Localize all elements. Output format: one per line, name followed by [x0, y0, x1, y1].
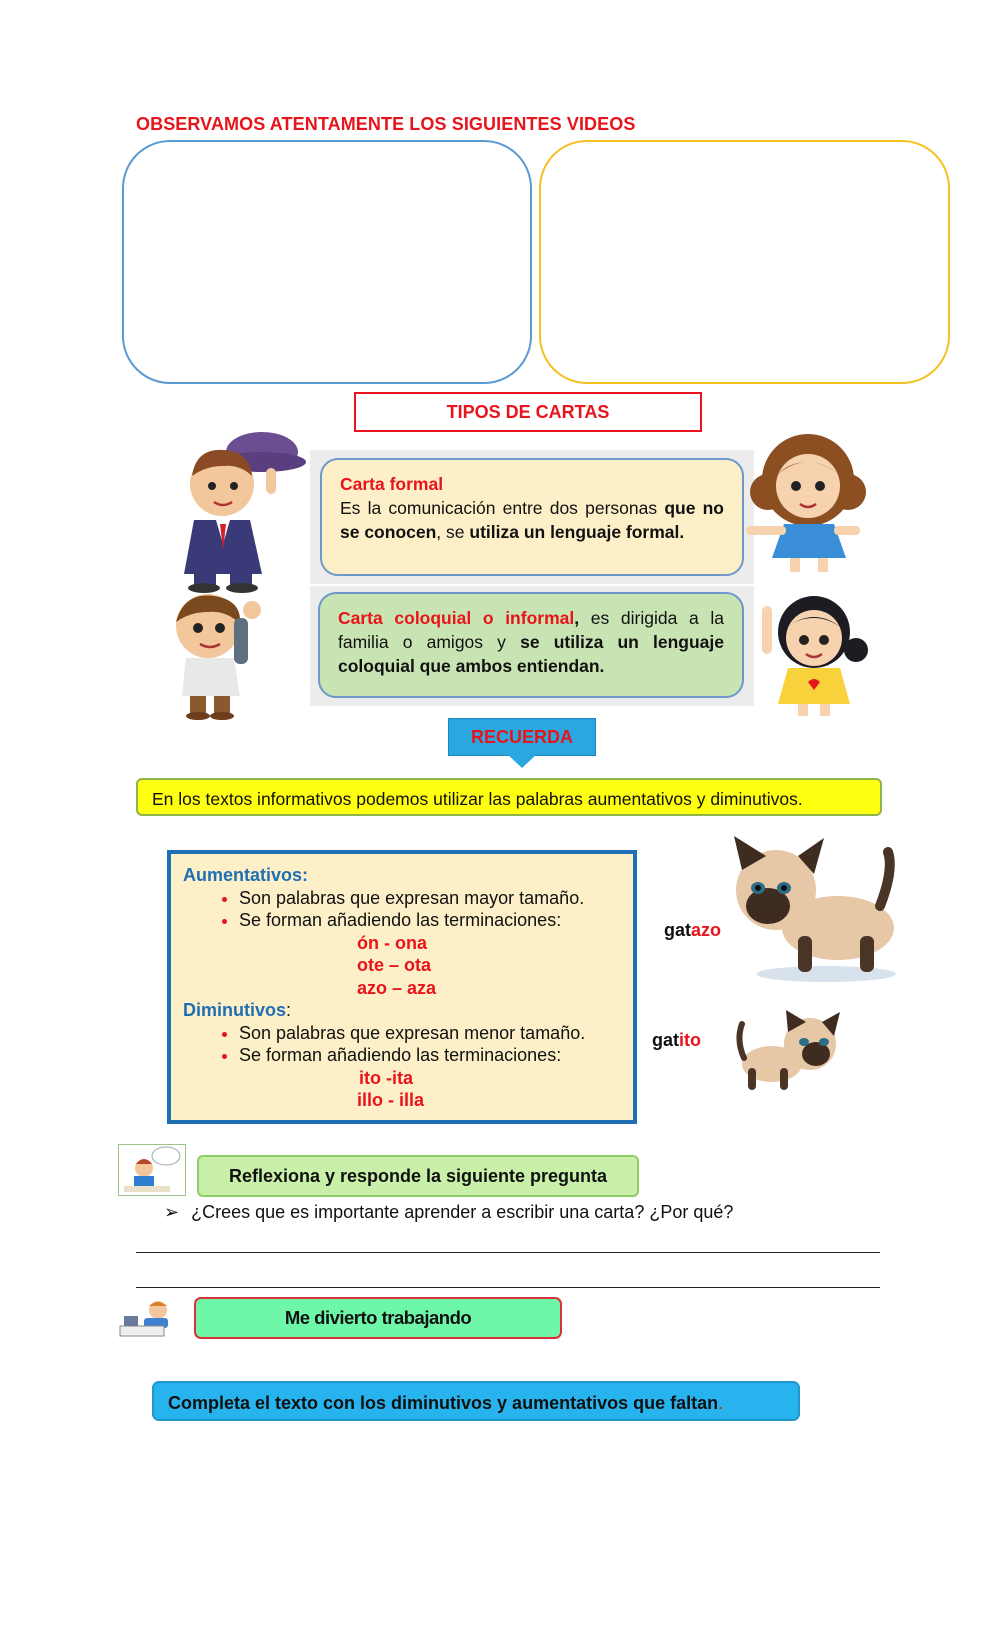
answer-line[interactable] — [136, 1287, 880, 1288]
diminutivos-item: • Se forman añadiendo las terminaciones: — [239, 1044, 621, 1067]
gatito-root: gat — [652, 1030, 679, 1050]
boy-with-hat-illustration — [150, 424, 310, 594]
carta-coloquial-text-1: es dirigida a la familia o amigos y — [338, 608, 724, 652]
carta-formal-heading: Carta formal — [340, 474, 444, 494]
aumentativos-item: • Son palabras que expresan mayor tamaño. — [239, 887, 621, 910]
carta-coloquial-heading: Carta coloquial o informal — [338, 608, 575, 628]
aumentativos-ending: ón - ona — [357, 932, 427, 953]
aumentativos-colon: : — [302, 865, 309, 885]
answer-line[interactable] — [136, 1252, 880, 1253]
completa-text: Completa el texto con los diminutivos y aumentativos que faltan — [168, 1393, 719, 1413]
carta-formal-card — [320, 458, 744, 576]
video-frame-1[interactable] — [122, 140, 532, 384]
diminutivos-colon: : — [286, 1000, 292, 1020]
arrow-bullet-icon: ➢ — [164, 1202, 180, 1222]
aumentativos-ending: ote – ota — [357, 955, 432, 975]
recuerda-callout: RECUERDA — [448, 718, 596, 756]
diminutivos-ending: illo - illa — [357, 1090, 425, 1110]
carta-formal-bold-2: utiliza un lenguaje formal. — [469, 522, 685, 542]
big-cat-illustration — [728, 836, 904, 986]
video-frame-2[interactable] — [539, 140, 950, 384]
aumentativos-title: Aumentativos — [183, 865, 303, 885]
section-title-tipos-de-cartas: TIPOS DE CARTAS — [354, 392, 702, 432]
carta-coloquial-comma: , — [574, 608, 580, 628]
gatazo-label — [664, 920, 721, 941]
diminutivos-title: Diminutivos — [183, 1000, 287, 1020]
completa-period: . — [718, 1393, 724, 1413]
small-cat-illustration — [736, 1010, 846, 1100]
carta-coloquial-bold-1: se utiliza un lenguaje coloquial que ambos entiendan. — [338, 632, 724, 676]
girl-curly-hair-illustration — [738, 428, 888, 578]
diminutivos-ending: ito -ita — [359, 1067, 413, 1088]
question-text: ¿Crees que es importante aprender a escribir una carta? ¿Por qué? — [191, 1202, 734, 1222]
gatazo-suffix: azo — [691, 920, 722, 940]
completa-instruction — [152, 1381, 800, 1421]
aumentativos-diminutivos-box — [167, 850, 637, 1124]
thinking-child-icon — [118, 1144, 186, 1196]
gatito-suffix: ito — [679, 1030, 701, 1050]
diminutivos-item: • Son palabras que expresan menor tamaño. — [239, 1022, 621, 1045]
carta-formal-text-2: , se — [436, 522, 470, 542]
boy-waving-illustration — [150, 592, 300, 722]
aumentativos-item: • Se forman añadiendo las terminaciones: — [239, 909, 621, 932]
reflexiona-banner: Reflexiona y responde la siguiente pregunta — [197, 1155, 639, 1197]
gatazo-root: gat — [664, 920, 691, 940]
gatito-label — [652, 1030, 701, 1051]
carta-formal-text-1: Es la comunicación entre dos personas — [340, 498, 665, 518]
info-note: En los textos informativos podemos utilizar las palabras aumentativos y diminutivos. — [136, 778, 882, 816]
question — [164, 1202, 733, 1223]
recuerda-arrow-icon — [507, 754, 537, 768]
me-divierto-banner: Me divierto trabajando — [194, 1297, 562, 1339]
carta-coloquial-card — [318, 592, 744, 698]
carta-formal-bold-1: que no se conocen — [340, 498, 724, 542]
aumentativos-ending: azo – aza — [357, 977, 437, 998]
girl-black-hair-illustration — [752, 592, 892, 722]
writing-child-icon — [118, 1298, 180, 1342]
page-title: OBSERVAMOS ATENTAMENTE LOS SIGUIENTES VIDEOS — [136, 114, 636, 134]
